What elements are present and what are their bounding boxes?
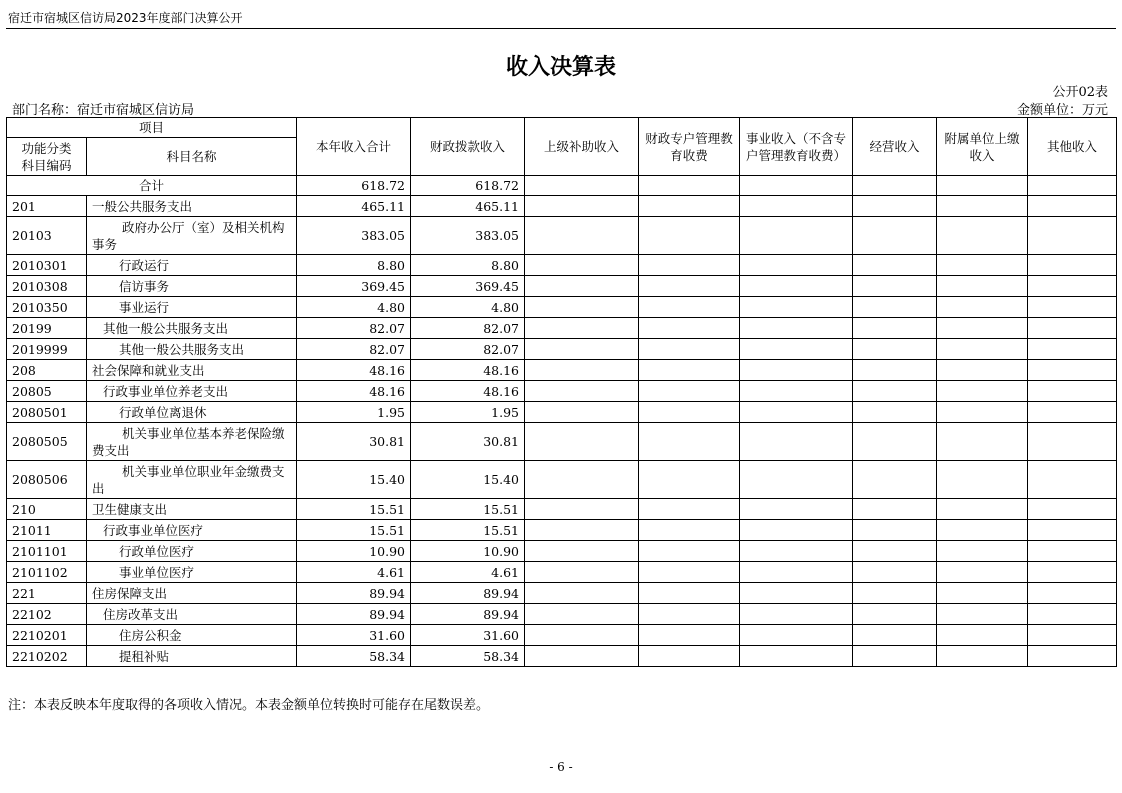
row-total: 4.80 xyxy=(297,297,411,318)
row-business xyxy=(740,276,853,297)
row-code: 221 xyxy=(7,583,87,604)
table-row xyxy=(7,583,1117,604)
row-operating xyxy=(853,646,937,667)
row-operating xyxy=(853,423,937,461)
table-row xyxy=(7,196,1117,217)
row-other xyxy=(1028,499,1117,520)
row-other xyxy=(1028,196,1117,217)
department-name: 部门名称：宿迁市宿城区信访局 xyxy=(12,103,195,118)
table-row xyxy=(7,604,1117,625)
row-operating xyxy=(853,276,937,297)
row-operating xyxy=(853,461,937,499)
row-superior xyxy=(525,217,639,255)
row-other xyxy=(1028,562,1117,583)
row-edu xyxy=(639,402,740,423)
row-other xyxy=(1028,461,1117,499)
row-total: 1.95 xyxy=(297,402,411,423)
header-func-code: 功能分类 科目编码 xyxy=(7,138,87,176)
row-edu xyxy=(639,604,740,625)
row-other xyxy=(1028,217,1117,255)
row-other xyxy=(1028,381,1117,402)
row-total: 383.05 xyxy=(297,217,411,255)
row-fiscal: 4.80 xyxy=(411,297,525,318)
header-fiscal: 财政拨款收入 xyxy=(411,118,525,176)
table-row xyxy=(7,217,1117,255)
row-fiscal: 30.81 xyxy=(411,423,525,461)
row-code: 2010308 xyxy=(7,276,87,297)
page-number: - 6 - xyxy=(549,760,573,774)
total-row xyxy=(7,176,1117,196)
row-affiliated xyxy=(937,583,1028,604)
row-name: 行政单位离退休 xyxy=(87,402,297,423)
table-row xyxy=(7,297,1117,318)
row-code: 2010301 xyxy=(7,255,87,276)
row-affiliated xyxy=(937,217,1028,255)
table-row xyxy=(7,276,1117,297)
row-code: 2210201 xyxy=(7,625,87,646)
row-fiscal: 15.40 xyxy=(411,461,525,499)
row-superior xyxy=(525,646,639,667)
row-superior xyxy=(525,499,639,520)
row-total: 48.16 xyxy=(297,381,411,402)
row-superior xyxy=(525,255,639,276)
table-row xyxy=(7,381,1117,402)
row-fiscal: 89.94 xyxy=(411,604,525,625)
total-label: 合计 xyxy=(7,176,297,196)
table-row xyxy=(7,520,1117,541)
row-total: 8.80 xyxy=(297,255,411,276)
row-edu xyxy=(639,625,740,646)
row-fiscal: 31.60 xyxy=(411,625,525,646)
table-row xyxy=(7,541,1117,562)
total-fiscal: 618.72 xyxy=(411,176,525,196)
row-code: 2019999 xyxy=(7,339,87,360)
row-code: 2080506 xyxy=(7,461,87,499)
row-name: 住房改革支出 xyxy=(87,604,297,625)
row-name: 行政事业单位医疗 xyxy=(87,520,297,541)
row-business xyxy=(740,583,853,604)
header-affiliated: 附属单位上缴收入 xyxy=(937,118,1028,176)
header-subject-name: 科目名称 xyxy=(87,138,297,176)
row-name: 机关事业单位基本养老保险缴费支出 xyxy=(87,423,297,461)
row-other xyxy=(1028,541,1117,562)
row-total: 89.94 xyxy=(297,583,411,604)
table-row xyxy=(7,402,1117,423)
row-business xyxy=(740,217,853,255)
row-operating xyxy=(853,381,937,402)
row-other xyxy=(1028,297,1117,318)
row-fiscal: 369.45 xyxy=(411,276,525,297)
income-table xyxy=(6,117,1117,667)
row-business xyxy=(740,402,853,423)
row-edu xyxy=(639,339,740,360)
row-operating xyxy=(853,499,937,520)
row-operating xyxy=(853,583,937,604)
form-code: 公开02表 xyxy=(1052,85,1108,100)
table-row xyxy=(7,499,1117,520)
row-edu xyxy=(639,276,740,297)
row-operating xyxy=(853,604,937,625)
row-business xyxy=(740,541,853,562)
row-edu xyxy=(639,461,740,499)
row-affiliated xyxy=(937,423,1028,461)
row-total: 58.34 xyxy=(297,646,411,667)
row-affiliated xyxy=(937,541,1028,562)
row-affiliated xyxy=(937,360,1028,381)
row-operating xyxy=(853,541,937,562)
row-other xyxy=(1028,604,1117,625)
row-affiliated xyxy=(937,381,1028,402)
row-business xyxy=(740,499,853,520)
row-superior xyxy=(525,297,639,318)
row-affiliated xyxy=(937,276,1028,297)
row-operating xyxy=(853,562,937,583)
row-fiscal: 58.34 xyxy=(411,646,525,667)
table-row xyxy=(7,255,1117,276)
row-total: 15.51 xyxy=(297,499,411,520)
row-superior xyxy=(525,541,639,562)
row-name: 行政事业单位养老支出 xyxy=(87,381,297,402)
row-operating xyxy=(853,196,937,217)
row-name: 卫生健康支出 xyxy=(87,499,297,520)
table-row xyxy=(7,646,1117,667)
row-name: 事业单位医疗 xyxy=(87,562,297,583)
row-edu xyxy=(639,646,740,667)
row-name: 行政单位医疗 xyxy=(87,541,297,562)
row-code: 20103 xyxy=(7,217,87,255)
row-code: 208 xyxy=(7,360,87,381)
row-code: 22102 xyxy=(7,604,87,625)
row-affiliated xyxy=(937,646,1028,667)
row-fiscal: 4.61 xyxy=(411,562,525,583)
row-total: 10.90 xyxy=(297,541,411,562)
row-fiscal: 82.07 xyxy=(411,339,525,360)
row-business xyxy=(740,562,853,583)
row-other xyxy=(1028,276,1117,297)
row-edu xyxy=(639,360,740,381)
row-other xyxy=(1028,402,1117,423)
row-fiscal: 1.95 xyxy=(411,402,525,423)
header-business: 事业收入（不含专户管理教育收费） xyxy=(740,118,853,176)
row-affiliated xyxy=(937,520,1028,541)
row-business xyxy=(740,339,853,360)
row-business xyxy=(740,423,853,461)
row-affiliated xyxy=(937,562,1028,583)
row-total: 15.51 xyxy=(297,520,411,541)
row-name: 其他一般公共服务支出 xyxy=(87,318,297,339)
row-superior xyxy=(525,318,639,339)
row-total: 89.94 xyxy=(297,604,411,625)
row-superior xyxy=(525,604,639,625)
row-operating xyxy=(853,217,937,255)
row-fiscal: 82.07 xyxy=(411,318,525,339)
row-business xyxy=(740,255,853,276)
row-edu xyxy=(639,381,740,402)
row-name: 住房公积金 xyxy=(87,625,297,646)
row-other xyxy=(1028,583,1117,604)
running-header: 宿迁市宿城区信访局2023年度部门决算公开 xyxy=(8,11,243,25)
row-total: 30.81 xyxy=(297,423,411,461)
row-operating xyxy=(853,297,937,318)
row-affiliated xyxy=(937,196,1028,217)
row-operating xyxy=(853,318,937,339)
row-business xyxy=(740,360,853,381)
row-fiscal: 8.80 xyxy=(411,255,525,276)
row-superior xyxy=(525,339,639,360)
header-edu: 财政专户管理教育收费 xyxy=(639,118,740,176)
row-code: 2210202 xyxy=(7,646,87,667)
row-operating xyxy=(853,625,937,646)
row-fiscal: 48.16 xyxy=(411,381,525,402)
row-superior xyxy=(525,461,639,499)
row-superior xyxy=(525,360,639,381)
row-code: 2101101 xyxy=(7,541,87,562)
row-fiscal: 15.51 xyxy=(411,499,525,520)
row-total: 369.45 xyxy=(297,276,411,297)
row-superior xyxy=(525,583,639,604)
row-edu xyxy=(639,499,740,520)
footnote: 注：本表反映本年度取得的各项收入情况。本表金额单位转换时可能存在尾数误差。 xyxy=(8,698,490,713)
table-row xyxy=(7,423,1117,461)
row-edu xyxy=(639,520,740,541)
table-row xyxy=(7,562,1117,583)
row-code: 201 xyxy=(7,196,87,217)
row-affiliated xyxy=(937,339,1028,360)
row-name: 提租补贴 xyxy=(87,646,297,667)
row-other xyxy=(1028,318,1117,339)
row-total: 82.07 xyxy=(297,339,411,360)
row-total: 82.07 xyxy=(297,318,411,339)
row-edu xyxy=(639,255,740,276)
row-other xyxy=(1028,520,1117,541)
row-total: 4.61 xyxy=(297,562,411,583)
row-edu xyxy=(639,297,740,318)
table-row xyxy=(7,625,1117,646)
row-fiscal: 10.90 xyxy=(411,541,525,562)
table-row xyxy=(7,339,1117,360)
row-business xyxy=(740,381,853,402)
row-other xyxy=(1028,360,1117,381)
row-affiliated xyxy=(937,255,1028,276)
row-name: 机关事业单位职业年金缴费支出 xyxy=(87,461,297,499)
row-fiscal: 383.05 xyxy=(411,217,525,255)
row-fiscal: 15.51 xyxy=(411,520,525,541)
row-code: 2010350 xyxy=(7,297,87,318)
row-edu xyxy=(639,217,740,255)
row-name: 住房保障支出 xyxy=(87,583,297,604)
row-code: 2080501 xyxy=(7,402,87,423)
table-row xyxy=(7,360,1117,381)
row-name: 社会保障和就业支出 xyxy=(87,360,297,381)
row-name: 事业运行 xyxy=(87,297,297,318)
row-affiliated xyxy=(937,625,1028,646)
row-superior xyxy=(525,562,639,583)
row-superior xyxy=(525,520,639,541)
row-affiliated xyxy=(937,461,1028,499)
page-title: 收入决算表 xyxy=(505,55,616,80)
row-business xyxy=(740,461,853,499)
header-item: 项目 xyxy=(7,118,297,138)
row-other xyxy=(1028,255,1117,276)
row-other xyxy=(1028,423,1117,461)
row-code: 20805 xyxy=(7,381,87,402)
row-other xyxy=(1028,625,1117,646)
row-edu xyxy=(639,318,740,339)
row-affiliated xyxy=(937,318,1028,339)
row-affiliated xyxy=(937,604,1028,625)
row-affiliated xyxy=(937,499,1028,520)
row-edu xyxy=(639,562,740,583)
row-code: 21011 xyxy=(7,520,87,541)
row-other xyxy=(1028,339,1117,360)
row-superior xyxy=(525,402,639,423)
row-total: 465.11 xyxy=(297,196,411,217)
row-operating xyxy=(853,402,937,423)
row-fiscal: 465.11 xyxy=(411,196,525,217)
row-code: 2080505 xyxy=(7,423,87,461)
row-superior xyxy=(525,276,639,297)
row-edu xyxy=(639,196,740,217)
row-business xyxy=(740,196,853,217)
total-amount: 618.72 xyxy=(297,176,411,196)
row-business xyxy=(740,604,853,625)
row-superior xyxy=(525,625,639,646)
header-total: 本年收入合计 xyxy=(297,118,411,176)
row-name: 行政运行 xyxy=(87,255,297,276)
row-superior xyxy=(525,196,639,217)
amount-unit: 金额单位：万元 xyxy=(1016,103,1108,118)
header-superior: 上级补助收入 xyxy=(525,118,639,176)
row-edu xyxy=(639,541,740,562)
row-affiliated xyxy=(937,297,1028,318)
row-fiscal: 89.94 xyxy=(411,583,525,604)
row-operating xyxy=(853,255,937,276)
row-edu xyxy=(639,583,740,604)
row-name: 其他一般公共服务支出 xyxy=(87,339,297,360)
row-business xyxy=(740,297,853,318)
row-business xyxy=(740,318,853,339)
header-operating: 经营收入 xyxy=(853,118,937,176)
row-business xyxy=(740,625,853,646)
row-edu xyxy=(639,423,740,461)
row-total: 15.40 xyxy=(297,461,411,499)
row-total: 48.16 xyxy=(297,360,411,381)
row-operating xyxy=(853,520,937,541)
row-other xyxy=(1028,646,1117,667)
row-operating xyxy=(853,339,937,360)
table-row xyxy=(7,318,1117,339)
row-superior xyxy=(525,423,639,461)
row-fiscal: 48.16 xyxy=(411,360,525,381)
row-name: 一般公共服务支出 xyxy=(87,196,297,217)
table-row xyxy=(7,461,1117,499)
header-rule xyxy=(6,28,1116,29)
row-operating xyxy=(853,360,937,381)
row-superior xyxy=(525,381,639,402)
row-business xyxy=(740,520,853,541)
row-affiliated xyxy=(937,402,1028,423)
row-total: 31.60 xyxy=(297,625,411,646)
row-business xyxy=(740,646,853,667)
header-other: 其他收入 xyxy=(1028,118,1117,176)
row-code: 2101102 xyxy=(7,562,87,583)
row-code: 20199 xyxy=(7,318,87,339)
row-name: 政府办公厅（室）及相关机构事务 xyxy=(87,217,297,255)
row-code: 210 xyxy=(7,499,87,520)
row-name: 信访事务 xyxy=(87,276,297,297)
